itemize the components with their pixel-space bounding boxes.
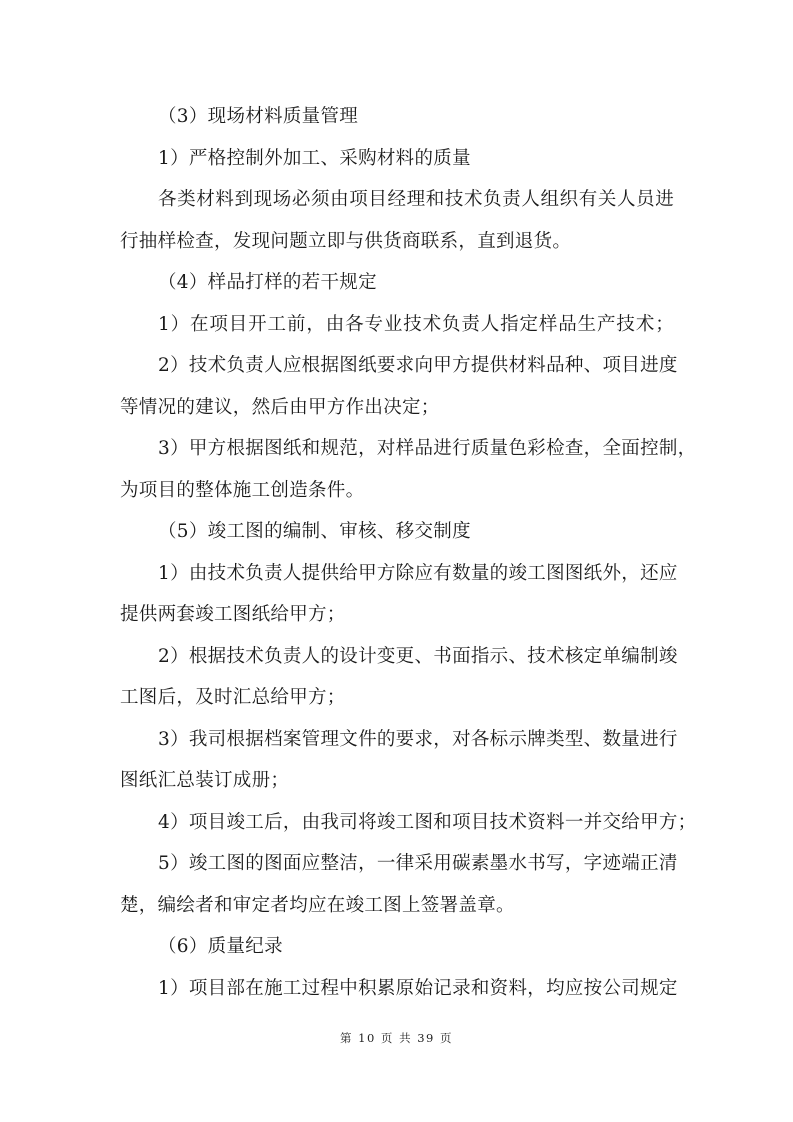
section-heading-4: （4）样品打样的若干规定 [158, 272, 377, 293]
page-footer [0, 1030, 793, 1046]
paragraph-line: 3）我司根据档案管理文件的要求，对各标示牌类型、数量进行 [158, 728, 678, 750]
paragraph-line: 楚，编绘者和审定者均应在竣工图上签署盖章。 [120, 894, 515, 916]
paragraph-line: 图纸汇总装订成册； [120, 770, 290, 791]
paragraph-line: 1）项目部在施工过程中积累原始记录和资料，均应按公司规定 [158, 977, 678, 999]
page-number-label: 第 10 页 共 39 页 [339, 1031, 454, 1045]
paragraph-line: 等情况的建议，然后由甲方作出决定； [120, 396, 440, 418]
paragraph-line: 工图后，及时汇总给甲方； [120, 687, 346, 708]
paragraph-line: 各类材料到现场必须由项目经理和技术负责人组织有关人员进 [158, 189, 674, 210]
section-heading-5: （5）竣工图的编制、审核、移交制度 [158, 521, 471, 542]
paragraph-line: 提供两套竣工图纸给甲方； [120, 604, 346, 625]
section-heading-3: （3）现场材料质量管理 [158, 106, 359, 127]
paragraph-line: 行抽样检查，发现问题立即与供货商联系，直到退货。 [120, 230, 572, 252]
paragraph-line: 1）在项目开工前，由各专业技术负责人指定样品生产技术； [158, 313, 674, 335]
paragraph-line: 1）严格控制外加工、采购材料的质量 [158, 147, 471, 169]
paragraph-line: 5）竣工图的图面应整洁，一律采用碳素墨水书写，字迹端正清 [158, 853, 678, 874]
paragraph-line: 3）甲方根据图纸和规范，对样品进行质量色彩检查，全面控制， [158, 438, 697, 459]
paragraph-line: 4）项目竣工后，由我司将竣工图和项目技术资料一并交给甲方； [158, 811, 697, 833]
section-heading-6: （6）质量纪录 [158, 936, 283, 957]
paragraph-line: 2）根据技术负责人的设计变更、书面指示、技术核定单编制竣 [158, 645, 678, 667]
paragraph-line: 1）由技术负责人提供给甲方除应有数量的竣工图图纸外，还应 [158, 562, 678, 584]
paragraph-line: 2）技术负责人应根据图纸要求向甲方提供材料品种、项目进度 [158, 355, 678, 376]
paragraph-line: 为项目的整体施工创造条件。 [120, 479, 365, 501]
